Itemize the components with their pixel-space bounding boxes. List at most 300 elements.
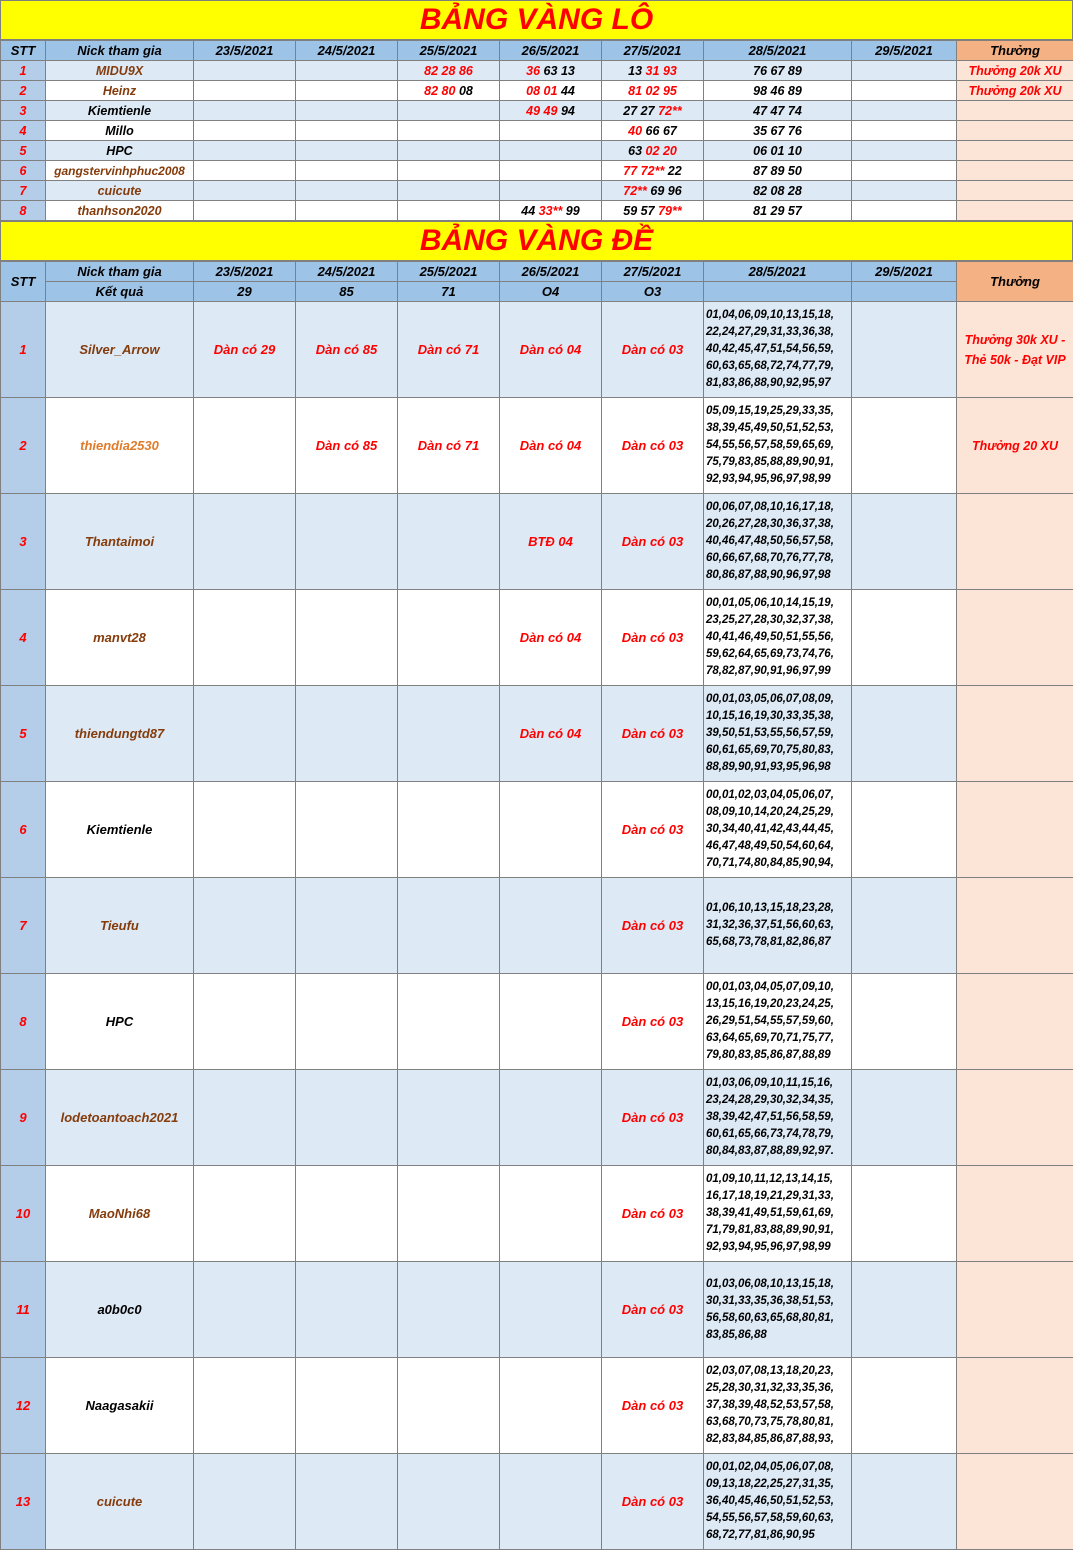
row-stt: 1	[1, 61, 46, 81]
row-d23	[194, 101, 296, 121]
row-d27: Dàn có 03	[602, 1262, 704, 1358]
row-d25	[398, 782, 500, 878]
row-d27: Dàn có 03	[602, 590, 704, 686]
row-stt: 3	[1, 101, 46, 121]
row-stt: 7	[1, 878, 46, 974]
row-d27: Dàn có 03	[602, 878, 704, 974]
row-reward: Thưởng 20k XU	[957, 61, 1073, 81]
row-stt: 5	[1, 141, 46, 161]
row-reward: Thưởng 20 XU	[957, 398, 1073, 494]
header-d27: 27/5/2021	[602, 41, 704, 61]
row-nick: manvt28	[46, 590, 194, 686]
row-stt: 1	[1, 302, 46, 398]
lo-row	[1, 161, 1073, 181]
row-d28-numbers: 01,​09,​10,​11,​12,​13,​14,​15,​16,​17,​18,​19,​21,​29,​31,​33,​38,​39,​41,​49,​51,​59,​61,​69,​71,​79,​81,​83,​88,​89,​90,​91,​92,​93,​94,​95,​96,​97,​98,​99	[704, 1166, 852, 1262]
lo-number: 08	[459, 84, 473, 98]
result-d26: O4	[500, 282, 602, 302]
de-title: BẢNG VÀNG ĐỀ	[0, 221, 1073, 261]
row-d24	[296, 181, 398, 201]
row-d25	[398, 1358, 500, 1454]
lo-number: 49	[544, 104, 558, 118]
row-d27: Dàn có 03	[602, 398, 704, 494]
row-d24	[296, 81, 398, 101]
header-d24: 24/5/2021	[296, 262, 398, 282]
de-row	[1, 1262, 1073, 1358]
row-d28-numbers: 00,​06,​07,​08,​10,​16,​17,​18,​20,​26,​27,​28,​30,​36,​37,​38,​40,​46,​47,​48,​50,​56,​57,​58,​60,​66,​67,​68,​70,​76,​77,​78,​80,​86,​87,​88,​90,​96,​97,​98	[704, 494, 852, 590]
row-d27	[602, 121, 704, 141]
row-d27	[602, 61, 704, 81]
row-stt: 12	[1, 1358, 46, 1454]
row-d26	[500, 161, 602, 181]
de-row	[1, 494, 1073, 590]
row-reward	[957, 1358, 1073, 1454]
row-reward	[957, 1262, 1073, 1358]
row-nick: Thantaimoi	[46, 494, 194, 590]
row-d27	[602, 101, 704, 121]
row-nick: Tieufu	[46, 878, 194, 974]
row-d27: Dàn có 03	[602, 974, 704, 1070]
row-d25	[398, 141, 500, 161]
row-d29	[852, 494, 957, 590]
row-d25	[398, 161, 500, 181]
header-d28: 28/5/2021	[704, 262, 852, 282]
row-d29	[852, 81, 957, 101]
row-reward	[957, 141, 1073, 161]
lo-number: 93	[663, 64, 677, 78]
result-d23: 29	[194, 282, 296, 302]
lo-number: 36	[526, 64, 540, 78]
row-d28-numbers: 01,​03,​06,​09,​10,​11,​15,​16,​23,​24,​28,​29,​30,​32,​34,​35,​38,​39,​42,​47,​51,​56,​58,​59,​60,​61,​65,​66,​73,​74,​78,​79,​80,​84,​83,​87,​88,​89,​92,​97.	[704, 1070, 852, 1166]
lo-number: 57	[641, 204, 655, 218]
row-nick: Kiemtienle	[46, 782, 194, 878]
row-d24	[296, 121, 398, 141]
row-stt: 4	[1, 121, 46, 141]
lo-title: BẢNG VÀNG LÔ	[0, 0, 1073, 40]
row-d29	[852, 590, 957, 686]
de-row	[1, 974, 1073, 1070]
row-reward	[957, 181, 1073, 201]
row-reward	[957, 1454, 1073, 1550]
de-row	[1, 1166, 1073, 1262]
row-stt: 3	[1, 494, 46, 590]
row-reward: Thưởng 30k XU - Thẻ 50k - Đạt VIP	[957, 302, 1073, 398]
row-d24	[296, 1358, 398, 1454]
de-row	[1, 782, 1073, 878]
row-nick: a0b0c0	[46, 1262, 194, 1358]
row-d25	[398, 1262, 500, 1358]
row-d23	[194, 181, 296, 201]
lo-number: 27	[623, 104, 637, 118]
row-reward	[957, 1166, 1073, 1262]
row-d26	[500, 1070, 602, 1166]
row-d29	[852, 398, 957, 494]
row-d28: 06 01 10	[704, 141, 852, 161]
row-d27	[602, 141, 704, 161]
row-d25: Dàn có 71	[398, 302, 500, 398]
row-d25	[398, 590, 500, 686]
lo-number: 27	[641, 104, 655, 118]
row-stt: 6	[1, 161, 46, 181]
row-d28-numbers: 00,​01,​05,​06,​10,​14,​15,​19,​23,​25,​27,​28,​30,​32,​37,​38,​40,​41,​46,​49,​50,​51,​55,​56,​59,​62,​64,​65,​69,​73,​74,​76,​78,​82,​87,​90,​91,​96,​97,​99	[704, 590, 852, 686]
header-reward: Thưởng	[957, 262, 1073, 302]
lo-row	[1, 81, 1073, 101]
de-row	[1, 878, 1073, 974]
row-d29	[852, 1454, 957, 1550]
row-reward	[957, 121, 1073, 141]
row-stt: 2	[1, 81, 46, 101]
result-row	[1, 282, 1073, 302]
lo-header-row	[1, 41, 1073, 61]
row-nick: HPC	[46, 141, 194, 161]
row-d25	[398, 494, 500, 590]
lo-number: 02	[646, 144, 660, 158]
row-d28: 35 67 76	[704, 121, 852, 141]
row-d27: Dàn có 03	[602, 302, 704, 398]
result-d24: 85	[296, 282, 398, 302]
row-d25	[398, 1070, 500, 1166]
row-d28-numbers: 01,​04,​06,​09,​10,​13,​15,​18,​22,​24,​27,​29,​31,​33,​36,​38,​40,​42,​45,​47,​51,​54,​56,​59,​60,​63,​65,​68,​72,​74,​77,​79,​81,​83,​86,​88,​90,​92,​95,​97	[704, 302, 852, 398]
lo-number: 08	[526, 84, 540, 98]
lo-number: 79**	[658, 204, 682, 218]
row-reward	[957, 878, 1073, 974]
row-d23	[194, 1262, 296, 1358]
row-d25	[398, 61, 500, 81]
row-reward	[957, 974, 1073, 1070]
lo-number: 40	[628, 124, 642, 138]
row-d24	[296, 1070, 398, 1166]
row-d29	[852, 141, 957, 161]
row-stt: 5	[1, 686, 46, 782]
de-row	[1, 1070, 1073, 1166]
lo-number: 02	[646, 84, 660, 98]
row-d23	[194, 61, 296, 81]
lo-number: 13	[561, 64, 575, 78]
row-d28: 76 67 89	[704, 61, 852, 81]
row-d23	[194, 161, 296, 181]
header-nick: Nick tham gia	[46, 262, 194, 282]
row-d28-numbers: 00,​01,​02,​03,​04,​05,​06,​07,​08,​09,​10,​14,​20,​24,​25,​29,​30,​34,​40,​41,​42,​43,​44,​45,​46,​47,​48,​49,​50,​54,​60,​64,​70,​71,​74,​80,​84,​85,​90,​94,​	[704, 782, 852, 878]
result-d29	[852, 282, 957, 302]
lo-number: 82	[424, 84, 438, 98]
lo-row	[1, 181, 1073, 201]
row-d28-numbers: 00,​01,​02,​04,​05,​06,​07,​08,​09,​13,​18,​22,​25,​27,​31,​35,​36,​40,​45,​46,​50,​51,​52,​53,​54,​55,​56,​57,​58,​59,​60,​63,​68,​72,​77,​81,​86,​90,​95	[704, 1454, 852, 1550]
header-d28: 28/5/2021	[704, 41, 852, 61]
row-d25	[398, 878, 500, 974]
row-d26: Dàn có 04	[500, 398, 602, 494]
lo-number: 86	[459, 64, 473, 78]
de-row	[1, 1358, 1073, 1454]
row-reward	[957, 101, 1073, 121]
row-nick: Millo	[46, 121, 194, 141]
row-d23	[194, 201, 296, 221]
row-d29	[852, 782, 957, 878]
row-d25	[398, 1454, 500, 1550]
row-nick: Kiemtienle	[46, 101, 194, 121]
row-nick: thiendia2530	[46, 398, 194, 494]
header-stt: STT	[1, 262, 46, 302]
row-d23	[194, 1358, 296, 1454]
lo-number: 99	[566, 204, 580, 218]
row-d26	[500, 782, 602, 878]
row-d23	[194, 1166, 296, 1262]
row-d28-numbers: 01,​06,​10,​13,​15,​18,​23,​28,​31,​32,​36,​37,​51,​56,​60,​63,​65,​68,​73,​78,​81,​82,​86,​87	[704, 878, 852, 974]
row-d27: Dàn có 03	[602, 1358, 704, 1454]
lo-row	[1, 201, 1073, 221]
row-d23	[194, 686, 296, 782]
row-d29	[852, 974, 957, 1070]
row-d24	[296, 141, 398, 161]
row-d23	[194, 1070, 296, 1166]
lo-row	[1, 141, 1073, 161]
row-d28: 81 29 57	[704, 201, 852, 221]
lo-number: 81	[628, 84, 642, 98]
row-d29	[852, 1070, 957, 1166]
row-nick: gangstervinhphuc2008	[46, 161, 194, 181]
lo-number: 28	[442, 64, 456, 78]
row-stt: 8	[1, 201, 46, 221]
row-d29	[852, 1166, 957, 1262]
row-stt: 6	[1, 782, 46, 878]
row-d28: 98 46 89	[704, 81, 852, 101]
de-row	[1, 302, 1073, 398]
header-d26: 26/5/2021	[500, 262, 602, 282]
row-d27: Dàn có 03	[602, 1454, 704, 1550]
row-stt: 10	[1, 1166, 46, 1262]
row-d24	[296, 1262, 398, 1358]
header-d29: 29/5/2021	[852, 41, 957, 61]
lo-row	[1, 101, 1073, 121]
row-d24: Dàn có 85	[296, 398, 398, 494]
header-d25: 25/5/2021	[398, 41, 500, 61]
row-stt: 7	[1, 181, 46, 201]
row-d25	[398, 181, 500, 201]
header-d26: 26/5/2021	[500, 41, 602, 61]
row-d27: Dàn có 03	[602, 686, 704, 782]
row-d27: Dàn có 03	[602, 782, 704, 878]
row-d29	[852, 181, 957, 201]
row-d28-numbers: 00,​01,​03,​04,​05,​07,​09,​10,​13,​15,​16,​19,​20,​23,​24,​25,​26,​29,​51,​54,​55,​57,​59,​60,​63,​64,​65,​69,​70,​71,​75,​77,​79,​80,​83,​85,​86,​87,​88,​89	[704, 974, 852, 1070]
lo-number: 33**	[539, 204, 563, 218]
row-reward: Thưởng 20k XU	[957, 81, 1073, 101]
row-d27	[602, 181, 704, 201]
header-stt: STT	[1, 41, 46, 61]
lo-number: 01	[544, 84, 558, 98]
row-nick: lodetoantoach2021	[46, 1070, 194, 1166]
lo-number: 44	[561, 84, 575, 98]
row-reward	[957, 686, 1073, 782]
row-d24: Dàn có 85	[296, 302, 398, 398]
row-d27: Dàn có 03	[602, 1166, 704, 1262]
lo-number: 72**	[623, 184, 647, 198]
row-nick: MIDU9X	[46, 61, 194, 81]
row-d29	[852, 61, 957, 81]
lo-number: 59	[623, 204, 637, 218]
row-d26	[500, 1262, 602, 1358]
header-d27: 27/5/2021	[602, 262, 704, 282]
row-d26	[500, 121, 602, 141]
row-d28: 47 47 74	[704, 101, 852, 121]
row-stt: 4	[1, 590, 46, 686]
row-d29	[852, 201, 957, 221]
row-d26	[500, 974, 602, 1070]
lo-number: 49	[526, 104, 540, 118]
de-header-row	[1, 262, 1073, 282]
row-d29	[852, 878, 957, 974]
lo-number: 95	[663, 84, 677, 98]
row-d29	[852, 101, 957, 121]
lo-number: 44	[521, 204, 535, 218]
lo-number: 66	[646, 124, 660, 138]
lo-row	[1, 61, 1073, 81]
row-d28-numbers: 00,​01,​03,​05,​06,​07,​08,​09,​10,​15,​16,​19,​30,​33,​35,​38,​39,​50,​51,​53,​55,​56,​57,​59,​60,​61,​65,​69,​70,​75,​80,​83,​88,​89,​90,​91,​93,​95,​96,​98	[704, 686, 852, 782]
row-d27: Dàn có 03	[602, 1070, 704, 1166]
row-d24	[296, 1454, 398, 1550]
row-nick: Heinz	[46, 81, 194, 101]
row-d26	[500, 1166, 602, 1262]
row-d26	[500, 1454, 602, 1550]
row-d29	[852, 121, 957, 141]
row-d26	[500, 101, 602, 121]
row-nick: HPC	[46, 974, 194, 1070]
de-row	[1, 590, 1073, 686]
row-nick: thiendungtd87	[46, 686, 194, 782]
row-d23	[194, 590, 296, 686]
row-d26	[500, 141, 602, 161]
row-stt: 2	[1, 398, 46, 494]
row-d24	[296, 1166, 398, 1262]
row-reward	[957, 782, 1073, 878]
lo-table	[0, 40, 1073, 221]
row-d29	[852, 686, 957, 782]
lo-number: 77	[623, 164, 637, 178]
row-reward	[957, 590, 1073, 686]
row-d28-numbers: 05,​09,​15,​19,​25,​29,​33,​35,​38,​39,​45,​49,​50,​51,​52,​53,​54,​55,​56,​57,​58,​59,​65,​69,​75,​79,​83,​85,​88,​89,​90,​91,​92,​93,​94,​95,​96,​97,​98,​99	[704, 398, 852, 494]
row-d29	[852, 1358, 957, 1454]
row-d25	[398, 686, 500, 782]
row-nick: Naagasakii	[46, 1358, 194, 1454]
row-d23: Dàn có 29	[194, 302, 296, 398]
lo-number: 72**	[641, 164, 665, 178]
row-d23	[194, 782, 296, 878]
header-d23: 23/5/2021	[194, 262, 296, 282]
row-nick: MaoNhi68	[46, 1166, 194, 1262]
row-d28-numbers: 01,​03,​06,​08,​10,​13,​15,​18,​30,​31,​33,​35,​36,​38,​51,​53,​56,​58,​60,​63,​65,​68,​80,​81,​83,​85,​86,​88	[704, 1262, 852, 1358]
lo-number: 82	[424, 64, 438, 78]
row-nick: cuicute	[46, 181, 194, 201]
row-d28-numbers: 02,​03,​07,​08,​13,​18,​20,​23,​25,​28,​30,​31,​32,​33,​35,​36,​37,​38,​39,​48,​52,​53,​57,​58,​63,​68,​70,​73,​75,​78,​80,​81,​82,​83,​84,​85,​86,​87,​88,​93,​	[704, 1358, 852, 1454]
row-d24	[296, 494, 398, 590]
row-d25	[398, 1166, 500, 1262]
row-d25: Dàn có 71	[398, 398, 500, 494]
row-d24	[296, 61, 398, 81]
row-d26: Dàn có 04	[500, 686, 602, 782]
row-stt: 8	[1, 974, 46, 1070]
lo-row	[1, 121, 1073, 141]
lo-number: 67	[663, 124, 677, 138]
row-reward	[957, 1070, 1073, 1166]
row-d26	[500, 81, 602, 101]
row-d25	[398, 81, 500, 101]
row-d24	[296, 101, 398, 121]
row-d29	[852, 161, 957, 181]
row-d24	[296, 161, 398, 181]
de-row	[1, 686, 1073, 782]
lo-number: 69	[650, 184, 664, 198]
lo-number: 13	[628, 64, 642, 78]
row-d29	[852, 1262, 957, 1358]
result-d27: O3	[602, 282, 704, 302]
row-d28: 87 89 50	[704, 161, 852, 181]
lo-number: 31	[646, 64, 660, 78]
row-d27	[602, 81, 704, 101]
row-reward	[957, 161, 1073, 181]
result-label: Kết quả	[46, 282, 194, 302]
row-d23	[194, 121, 296, 141]
de-row	[1, 1454, 1073, 1550]
row-d23	[194, 141, 296, 161]
de-row	[1, 398, 1073, 494]
row-d23	[194, 1454, 296, 1550]
result-d28	[704, 282, 852, 302]
de-table	[0, 261, 1073, 1550]
header-d23: 23/5/2021	[194, 41, 296, 61]
row-d24	[296, 782, 398, 878]
row-d26	[500, 201, 602, 221]
row-d26	[500, 1358, 602, 1454]
row-reward	[957, 494, 1073, 590]
header-nick: Nick tham gia	[46, 41, 194, 61]
row-d23	[194, 974, 296, 1070]
lo-number: 20	[663, 144, 677, 158]
row-d26	[500, 181, 602, 201]
row-d25	[398, 974, 500, 1070]
row-d29	[852, 302, 957, 398]
row-d26: Dàn có 04	[500, 302, 602, 398]
row-d25	[398, 101, 500, 121]
lo-number: 63	[628, 144, 642, 158]
lo-number: 22	[668, 164, 682, 178]
header-d25: 25/5/2021	[398, 262, 500, 282]
row-d27: Dàn có 03	[602, 494, 704, 590]
header-d24: 24/5/2021	[296, 41, 398, 61]
row-d25	[398, 201, 500, 221]
row-d27	[602, 201, 704, 221]
row-stt: 13	[1, 1454, 46, 1550]
row-d24	[296, 878, 398, 974]
row-d24	[296, 686, 398, 782]
row-d27	[602, 161, 704, 181]
lo-number: 96	[668, 184, 682, 198]
header-d29: 29/5/2021	[852, 262, 957, 282]
result-d25: 71	[398, 282, 500, 302]
lo-number: 94	[561, 104, 575, 118]
row-nick: thanhson2020	[46, 201, 194, 221]
lo-number: 80	[442, 84, 456, 98]
row-d24	[296, 974, 398, 1070]
row-nick: Silver_Arrow	[46, 302, 194, 398]
lo-number: 63	[544, 64, 558, 78]
row-d28: 82 08 28	[704, 181, 852, 201]
row-d23	[194, 878, 296, 974]
header-reward: Thưởng	[957, 41, 1073, 61]
row-d26	[500, 61, 602, 81]
row-d26: BTĐ 04	[500, 494, 602, 590]
row-d24	[296, 590, 398, 686]
row-stt: 9	[1, 1070, 46, 1166]
row-d24	[296, 201, 398, 221]
row-reward	[957, 201, 1073, 221]
lo-number: 72**	[658, 104, 682, 118]
